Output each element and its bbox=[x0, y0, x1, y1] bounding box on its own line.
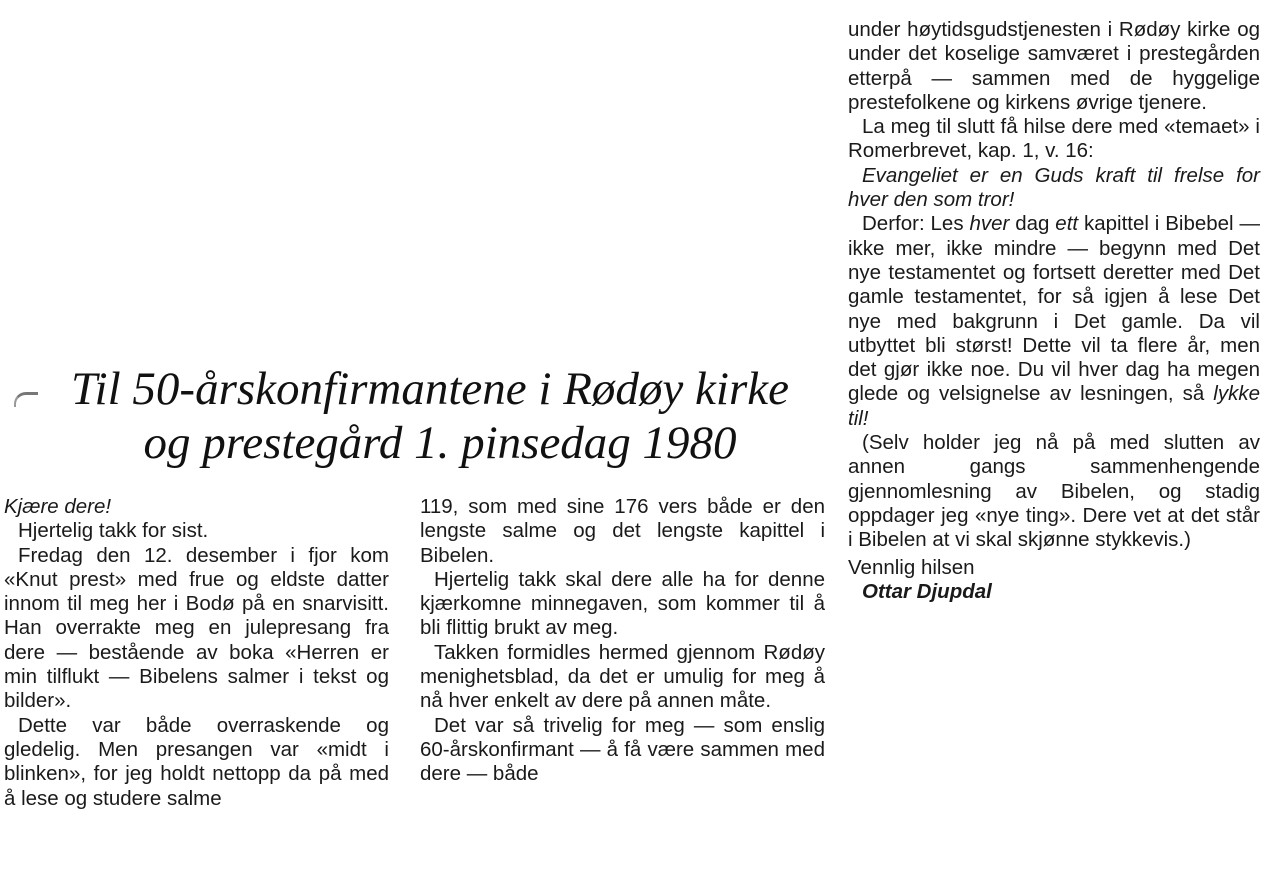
column-2 bbox=[420, 495, 825, 787]
paragraph: under høytidsgudstjenesten i Rødøy kirke og under det koselige samværet i prestegården etterpå — sammen med de hyggelige prestefolkene og kirkens øvrige tjenere. bbox=[848, 18, 1260, 114]
paragraph: Fredag den 12. desember i fjor kom «Knut prest» med frue og eldste datter innom til meg her i Bodø på en snarvisitt. Han overrakte meg en julepresang fra dere — bestående av boka «Herren er min tilflukt — Bibelens salmer i tekst og bilder». bbox=[4, 543, 389, 713]
emphasis: hver bbox=[969, 212, 1010, 236]
paragraph: La meg til slutt få hilse dere med «temaet» i Romerbrevet, kap. 1, v. 16: bbox=[848, 115, 1260, 163]
headline-line-1: Til 50-årskonfirmantene i Rødøy kirke bbox=[71, 363, 789, 415]
text-run: dag bbox=[1009, 212, 1056, 236]
emphasis: lykke til! bbox=[848, 382, 1260, 430]
paragraph: Dette var både overraskende og gledelig. Men presangen var «midt i blinken», for jeg holdt nettopp da på med å lese og studere salme bbox=[4, 713, 389, 810]
paragraph bbox=[848, 212, 1260, 431]
bible-quote: Evangeliet er en Guds kraft til frelse for hver den som tror! bbox=[848, 163, 1260, 212]
text-run: Derfor: Les bbox=[862, 212, 970, 236]
paragraph: Hjertelig takk for sist. bbox=[18, 519, 209, 543]
column-1 bbox=[4, 495, 389, 811]
salutation: Kjære dere! bbox=[4, 495, 112, 518]
paragraph: (Selv holder jeg nå på med slutten av annen gangs sammenhengende gjennomlesning av Bibelen, og stadig oppdager jeg «nye ting». Dere vet at det står i Bibelen at vi skal skjønne stykkevis.) bbox=[848, 431, 1260, 552]
headline bbox=[0, 362, 850, 470]
paragraph: 119, som med sine 176 vers både er den lengste salme og det lengste kapittel i Bibelen. bbox=[420, 495, 825, 567]
paragraph: Hjertelig takk skal dere alle ha for denne kjærkomne minnegaven, som kommer til å bli flittig brukt av meg. bbox=[420, 567, 825, 640]
paragraph: Det var så trivelig for meg — som enslig 60-årskonfirmant — å få være sammen med dere — både bbox=[420, 713, 825, 786]
column-3 bbox=[848, 18, 1260, 604]
signature: Ottar Djupdal bbox=[862, 579, 992, 603]
headline-line-2: og prestegård 1. pinsedag 1980 bbox=[143, 417, 737, 469]
closing: Vennlig hilsen bbox=[848, 555, 975, 579]
text-run: kapittel i Bibebel — ikke mer, ikke mindre — begynn med Det nye testamentet og fortsett deretter med Det gamle testamentet, for så igjen å lese Det nye med bakgrunn i Det gamle. Da vil utbyttet bli størst! Dette vil ta flere år, men det gjør ikke noe. Du vil hver dag ha megen glede og velsignelse av lesningen, så bbox=[848, 212, 1260, 406]
emphasis: ett bbox=[1055, 212, 1079, 236]
paragraph: Takken formidles hermed gjennom Rødøy menighetsblad, da det er umulig for meg å nå hver enkelt av dere på annen måte. bbox=[420, 640, 825, 713]
